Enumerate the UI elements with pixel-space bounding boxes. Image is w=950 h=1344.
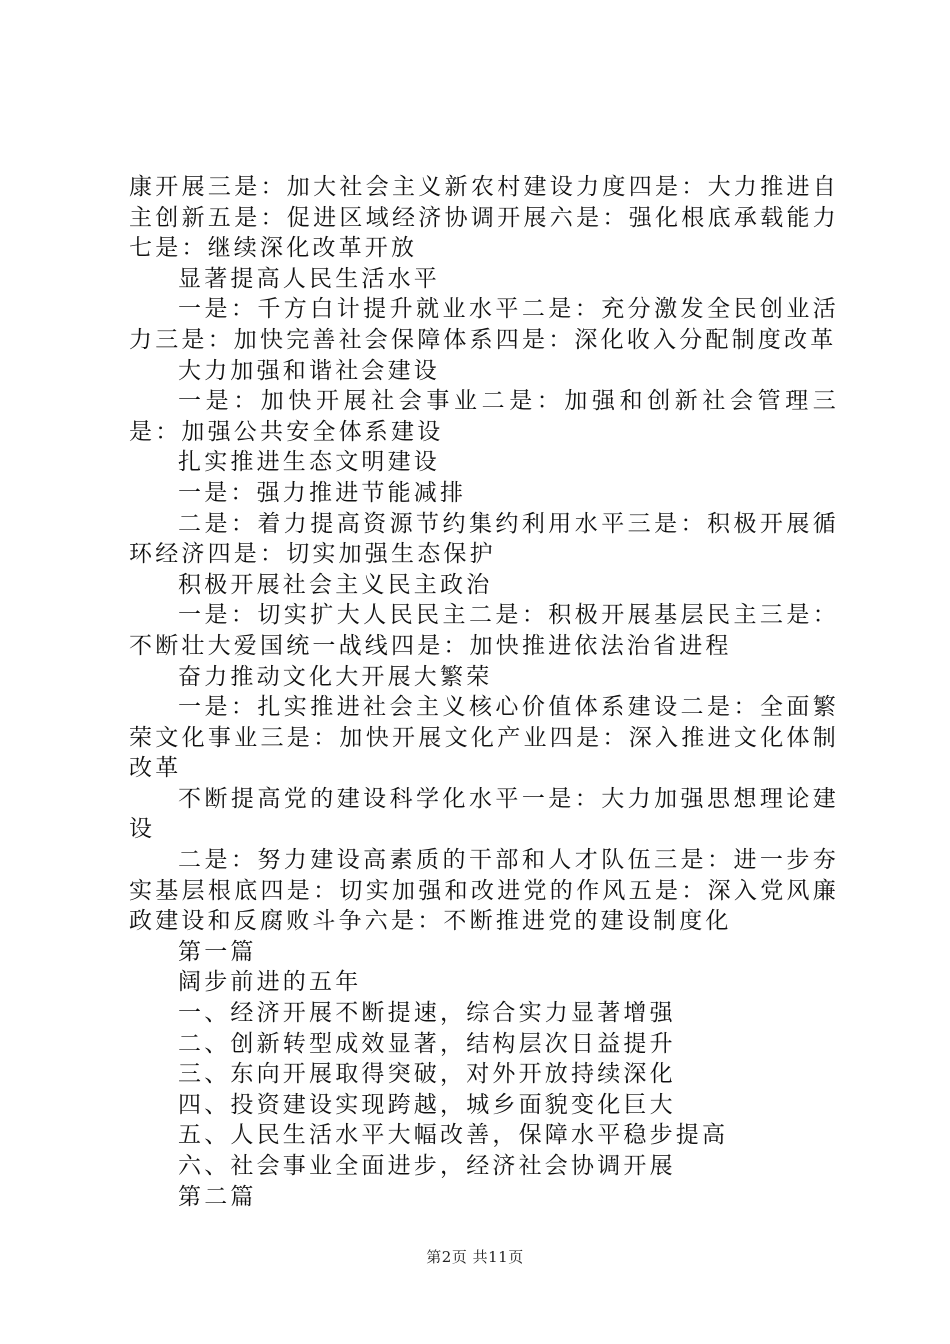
section-heading: 显著提高人民生活水平 bbox=[178, 265, 440, 292]
list-item: 三、东向开展取得突破，对外开放持续深化 bbox=[178, 1061, 676, 1088]
list-item: 六、社会事业全面进步，经济社会协调开展 bbox=[178, 1153, 676, 1179]
section-heading: 积极开展社会主义民主政治 bbox=[178, 571, 493, 598]
paragraph: 一是：切实扩大人民民主二是：积极开展基层民主三是：不断壮大爱国统一战线四是：加快推进依法治省进程 bbox=[129, 602, 839, 659]
part-heading: 第二篇 bbox=[178, 1183, 257, 1210]
part-heading: 第一篇 bbox=[178, 938, 257, 965]
paragraph: 一是：强力推进节能减排 bbox=[178, 479, 467, 506]
paragraph: 不断提高党的建设科学化水平一是：大力加强思想理论建设 bbox=[129, 785, 839, 843]
list-item: 二、创新转型成效显著，结构层次日益提升 bbox=[178, 1030, 676, 1057]
paragraph: 一是：千方白计提升就业水平二是：充分激发全民创业活力三是：加快完善社会保障体系四是：深化收入分配制度改革 bbox=[129, 296, 839, 353]
part-title: 阔步前进的五年 bbox=[178, 969, 362, 996]
paragraph: 二是：着力提高资源节约集约利用水平三是：积极开展循环经济四是：切实加强生态保护 bbox=[129, 510, 839, 568]
paragraph: 康开展三是：加大社会主义新农村建设力度四是：大力推进自主创新五是：促进区域经济协调开展六是：强化根底承载能力七是：继续深化改革开放 bbox=[129, 174, 839, 262]
section-heading: 扎实推进生态文明建设 bbox=[178, 449, 440, 476]
section-heading: 大力加强和谐社会建设 bbox=[178, 357, 440, 384]
page-number-footer: 第2页 共11页 bbox=[426, 1248, 524, 1266]
paragraph: 一是：加快开展社会事业二是：加强和创新社会管理三是：加强公共安全体系建设 bbox=[129, 388, 839, 445]
list-item: 一、经济开展不断提速，综合实力显著增强 bbox=[178, 1000, 676, 1027]
list-item: 五、人民生活水平大幅改善，保障水平稳步提高 bbox=[178, 1122, 729, 1149]
paragraph: 一是：扎实推进社会主义核心价值体系建设二是：全面繁荣文化事业三是：加快开展文化产业四是：深入推进文化体制改革 bbox=[129, 694, 839, 782]
list-item: 四、投资建设实现跨越，城乡面貌变化巨大 bbox=[178, 1091, 676, 1118]
document-body bbox=[129, 172, 839, 1212]
section-heading: 奋力推动文化大开展大繁荣 bbox=[178, 663, 493, 690]
paragraph: 二是：努力建设高素质的干部和人才队伍三是：进一步夯实基层根底四是：切实加强和改进党的作风五是：深入党风廉政建设和反腐败斗争六是：不断推进党的建设制度化 bbox=[129, 847, 839, 935]
